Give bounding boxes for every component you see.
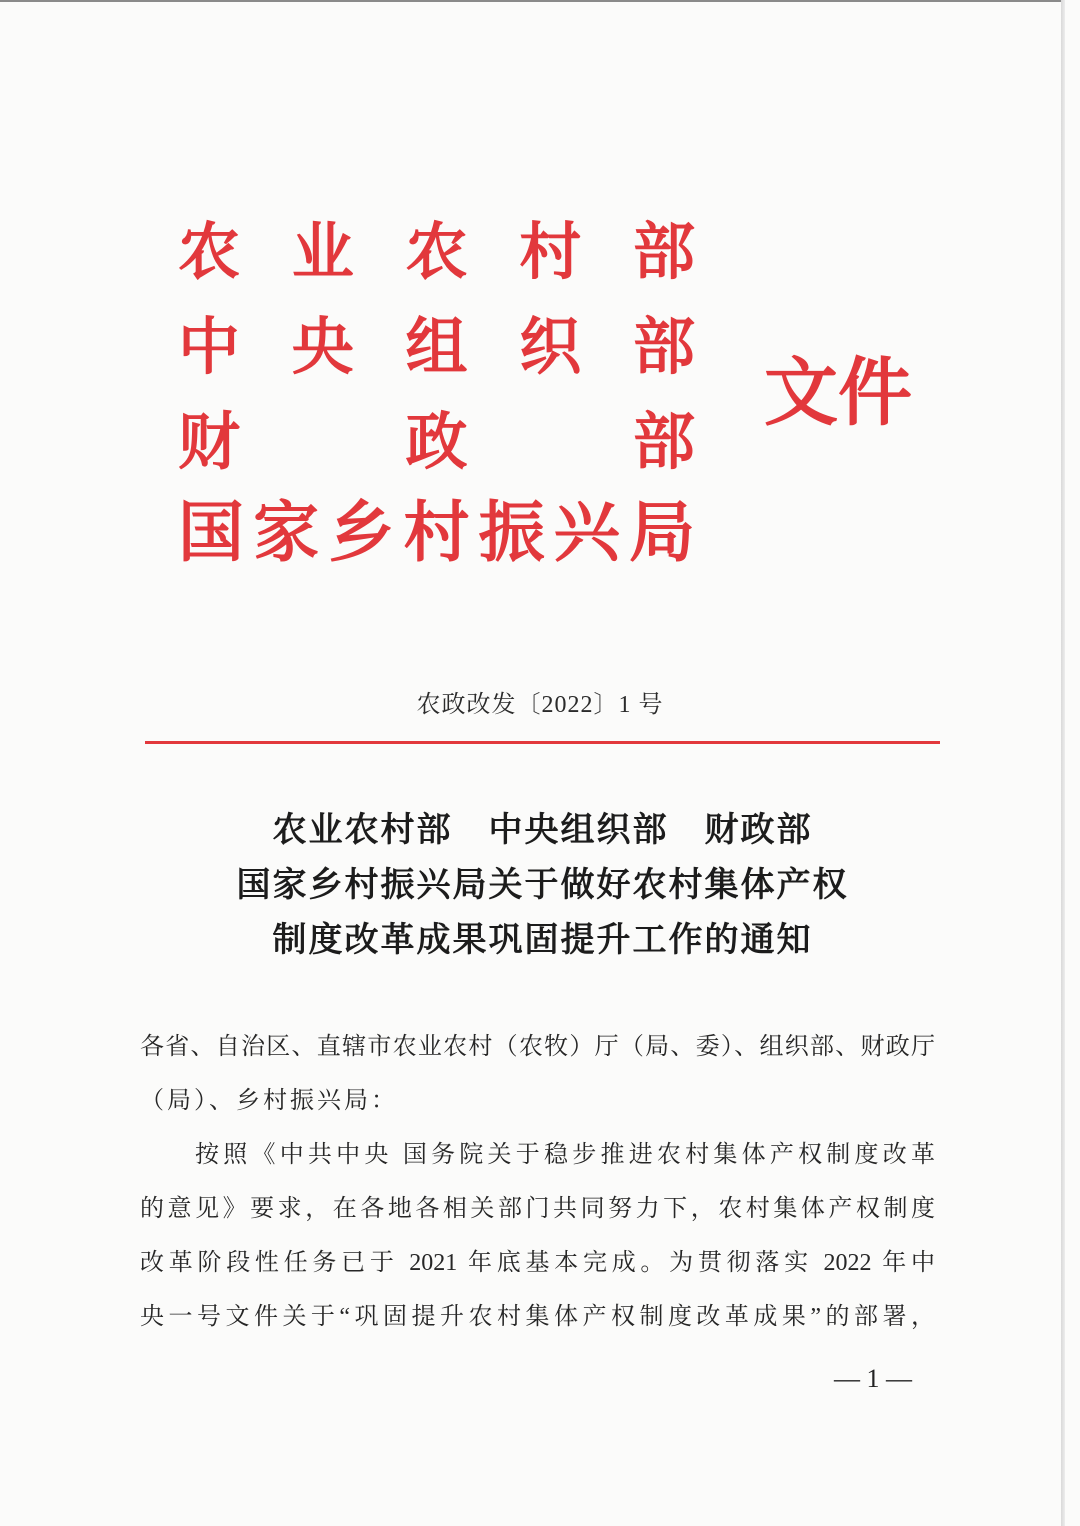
issuer-char: 部 (632, 409, 695, 477)
issuer-char: 农 (405, 219, 468, 287)
scan-edge-right (1061, 0, 1065, 1526)
title-line: 制度改革成果巩固提升工作的通知 (272, 922, 813, 959)
issuer-char: 部 (632, 314, 695, 382)
issuer-char: 村 (519, 219, 582, 287)
paragraph-line: 改革阶段性任务已于 2021 年底基本完成。为贯彻落实 2022 年中 (140, 1250, 935, 1276)
addressee-line: （局）、乡村振兴局： (140, 1088, 398, 1114)
addressee-line: 各省、自治区、直辖市农业农村（农牧）厅（局、委）、组织部、财政厅 (140, 1034, 935, 1060)
issuer-char: 财 (178, 409, 241, 477)
issuer-char: 局 (628, 497, 695, 570)
issuer-char: 家 (253, 497, 320, 570)
issuer-char: 部 (632, 219, 695, 287)
page-number: — 1 — (834, 1364, 912, 1393)
issuer-ministry-agriculture (178, 219, 695, 287)
issuer-char: 乡 (328, 497, 395, 570)
issuer-char: 政 (405, 409, 468, 477)
doc-type-label: 文件 (764, 353, 912, 435)
issuer-char: 振 (478, 497, 545, 570)
issuer-ministry-finance (178, 409, 695, 477)
issuer-char: 中 (178, 314, 241, 382)
issuer-char: 业 (291, 219, 354, 287)
document-body (140, 1020, 935, 1344)
paragraph-line: 按照《中共中央 国务院关于稳步推进农村集体产权制度改革 (195, 1142, 935, 1168)
issuer-char: 组 (405, 314, 468, 382)
issuer-char: 织 (519, 314, 582, 382)
document-number: 农政改发〔2022〕1 号 (416, 692, 664, 718)
red-separator-line (145, 741, 940, 744)
issuer-rural-revitalization (178, 497, 695, 570)
issuer-char: 兴 (553, 497, 620, 570)
issuer-char: 国 (178, 497, 244, 570)
issuer-char: 央 (291, 314, 354, 382)
issuer-char: 农 (178, 219, 241, 287)
paragraph-line: 的意见》要求，在各地各相关部门共同努力下，农村集体产权制度 (140, 1196, 935, 1222)
scan-edge-top (0, 0, 1061, 2)
title-line: 国家乡村振兴局关于做好农村集体产权 (236, 867, 849, 904)
document-title (145, 803, 940, 968)
issuer-char: 村 (403, 497, 470, 570)
issuer-organization-department (178, 314, 695, 382)
issuing-agencies (178, 219, 695, 570)
title-line: 农业农村部 中央组织部 财政部 (272, 812, 813, 849)
paragraph-line: 央一号文件关于“巩固提升农村集体产权制度改革成果”的部署， (140, 1304, 935, 1330)
